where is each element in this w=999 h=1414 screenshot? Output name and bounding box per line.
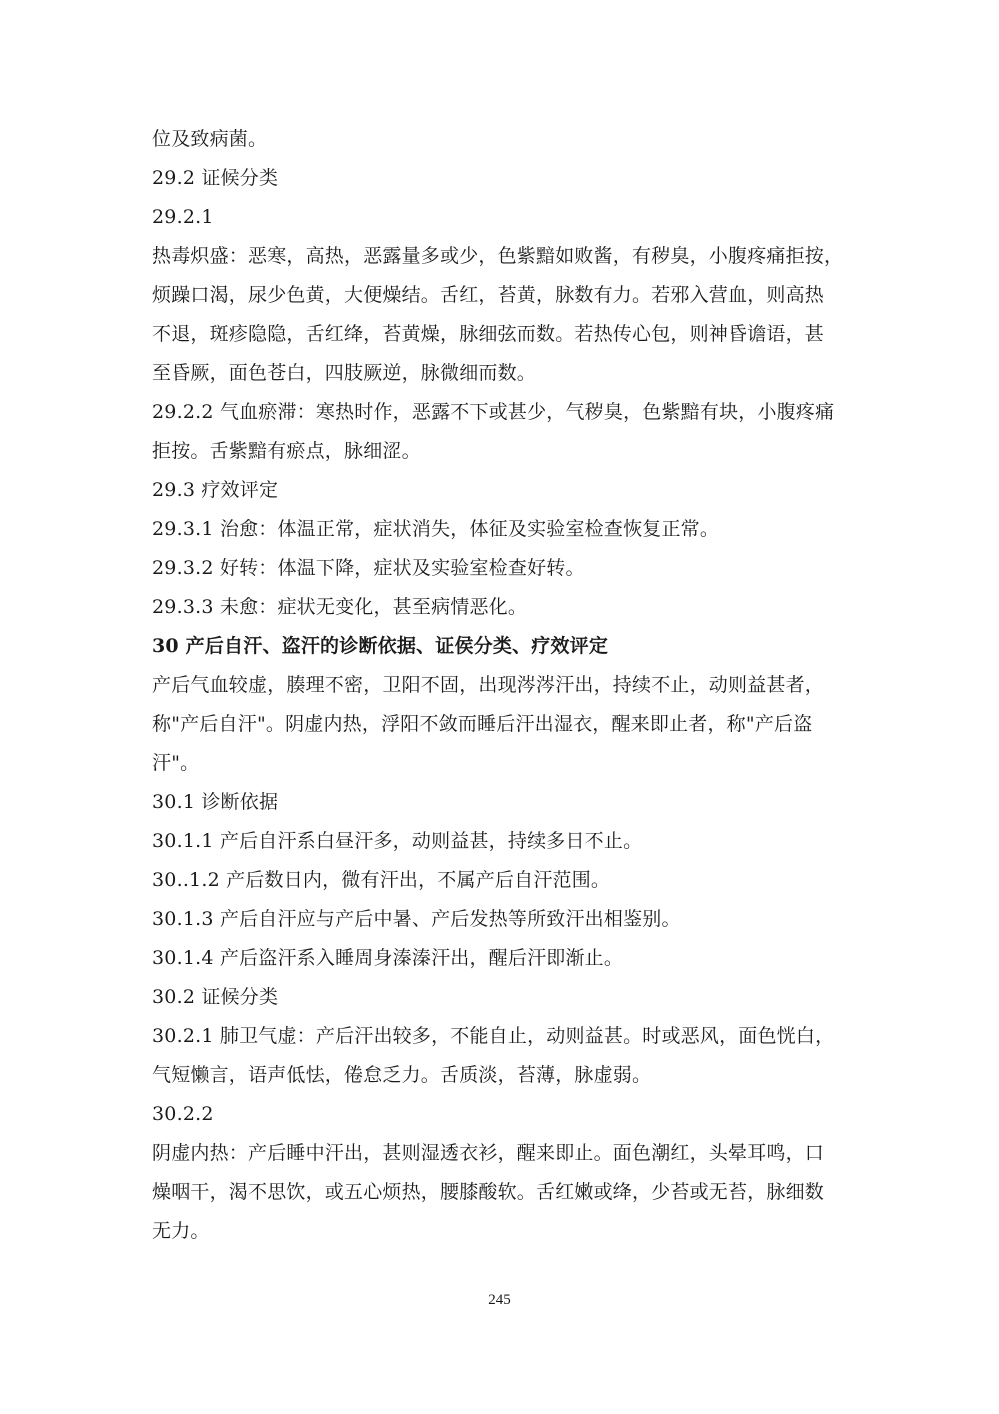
- text-line: 产后气血较虚，腠理不密，卫阳不固，出现涔涔汗出，持续不止，动则益甚者，: [152, 674, 825, 696]
- text-line: 热毒炽盛：恶寒，高热，恶露量多或少，色紫黯如败酱，有秽臭，小腹疼痛拒按，: [152, 245, 844, 267]
- text-line: 30.1.1 产后自汗系白昼汗多，动则益甚，持续多日不止。: [152, 830, 643, 852]
- page-number: 245: [488, 1292, 511, 1308]
- text-line: 29.2 证候分类: [152, 167, 279, 189]
- page-body: [152, 120, 852, 1251]
- text-line: 汗"。: [152, 752, 200, 774]
- text-line: 至昏厥，面色苍白，四肢厥逆，脉微细而数。: [152, 362, 537, 384]
- text-line: 30.2.2: [152, 1103, 214, 1125]
- text-line: 烦躁口渴，尿少色黄，大便燥结。舌红，苔黄，脉数有力。若邪入营血，则高热: [152, 284, 825, 306]
- text-line: 29.2.1: [152, 206, 214, 228]
- text-line: 30.1.4 产后盗汗系入睡周身溱溱汗出，醒后汗即渐止。: [152, 947, 624, 969]
- text-line: 不退，斑疹隐隐，舌红绛，苔黄燥，脉细弦而数。若热传心包，则神昏谵语，甚: [152, 323, 825, 345]
- section-heading: 30 产后自汗、盗汗的诊断依据、证侯分类、疗效评定: [152, 635, 609, 657]
- text-line: 称"产后自汗"。阴虚内热，浮阳不敛而睡后汗出湿衣，醒来即止者，称"产后盗: [152, 713, 813, 735]
- text-line: 拒按。舌紫黯有瘀点，脉细涩。: [152, 440, 421, 462]
- text-line: 无力。: [152, 1220, 210, 1242]
- text-line: 29.3 疗效评定: [152, 479, 279, 501]
- text-line: 位及致病菌。: [152, 128, 268, 150]
- text-line: 30.2.1 肺卫气虚：产后汗出较多，不能自止，动则益甚。时或恶风，面色恍白，: [152, 1025, 835, 1047]
- text-line: 29.2.2 气血瘀滞：寒热时作，恶露不下或甚少，气秽臭，色紫黯有块，小腹疼痛: [152, 401, 835, 423]
- text-line: 30.2 证候分类: [152, 986, 279, 1008]
- text-line: 29.3.2 好转：体温下降，症状及实验室检查好转。: [152, 557, 585, 579]
- text-line: 30.1 诊断依据: [152, 791, 279, 813]
- text-line: 29.3.3 未愈：症状无变化，甚至病情恶化。: [152, 596, 528, 618]
- text-line: 30.1.3 产后自汗应与产后中暑、产后发热等所致汗出相鉴别。: [152, 908, 681, 930]
- text-line: 30..1.2 产后数日内，微有汗出，不属产后自汗范围。: [152, 869, 611, 891]
- text-line: 阴虚内热：产后睡中汗出，甚则湿透衣衫，醒来即止。面色潮红，头晕耳鸣，口: [152, 1142, 825, 1164]
- text-line: 燥咽干，渴不思饮，或五心烦热，腰膝酸软。舌红嫩或绛，少苔或无苔，脉细数: [152, 1181, 825, 1203]
- text-line: 气短懒言，语声低怯，倦怠乏力。舌质淡，苔薄，脉虚弱。: [152, 1064, 652, 1086]
- text-line: 29.3.1 治愈：体温正常，症状消失，体征及实验室检查恢复正常。: [152, 518, 720, 540]
